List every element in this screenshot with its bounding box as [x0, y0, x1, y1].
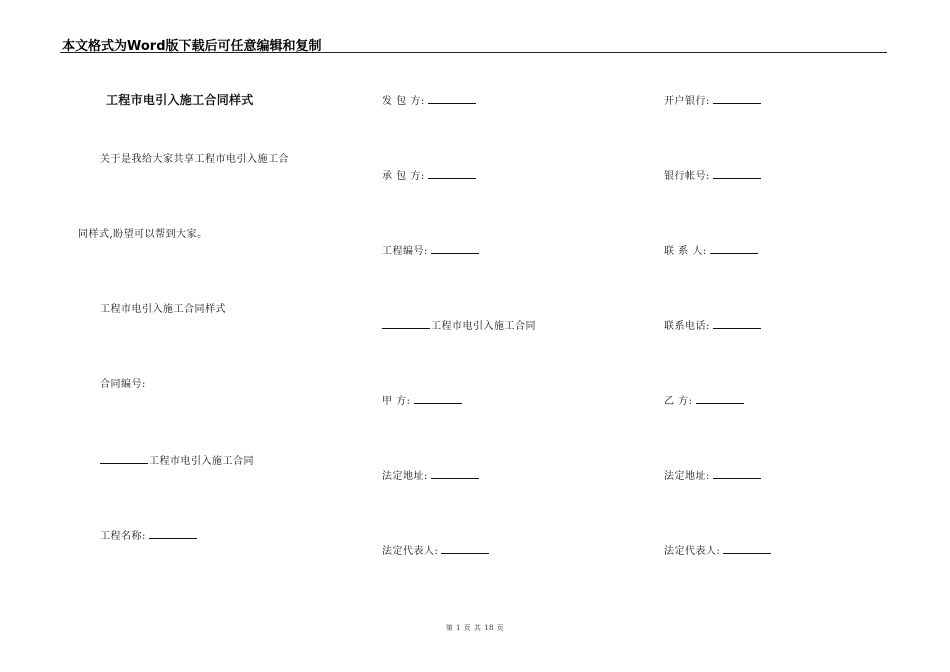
legal-address-a-field	[382, 469, 479, 483]
contract-name-line-2	[382, 319, 536, 333]
document-header: 本文格式为Word版下载后可任意编辑和复制	[62, 39, 322, 54]
project-name-field	[100, 529, 197, 543]
blank-line	[100, 454, 148, 464]
contractor-label: 承 包 方:	[382, 171, 425, 182]
contact-label: 联 系 人:	[664, 246, 707, 257]
legal-rep-a-label: 法定代表人:	[382, 546, 439, 557]
document-title: 工程市电引入施工合同样式	[106, 93, 254, 107]
blank-line	[713, 169, 761, 179]
phone-label: 联系电话:	[664, 321, 710, 332]
issuer-field	[382, 94, 476, 108]
blank-line	[428, 169, 476, 179]
legal-rep-b-label: 法定代表人:	[664, 546, 721, 557]
contract-name-2: 工程市电引入施工合同	[431, 321, 536, 332]
intro-line-2: 同样式,盼望可以帮到大家。	[78, 229, 208, 240]
blank-line	[414, 394, 462, 404]
account-label: 银行帐号:	[664, 171, 710, 182]
contractor-field	[382, 169, 476, 183]
blank-line	[441, 544, 489, 554]
blank-line	[696, 394, 744, 404]
party-b-field	[664, 394, 744, 408]
blank-line	[713, 469, 761, 479]
legal-rep-a-field	[382, 544, 489, 558]
blank-line	[149, 529, 197, 539]
blank-line	[713, 319, 761, 329]
blank-line	[710, 244, 758, 254]
project-number-field	[382, 244, 479, 258]
legal-rep-b-field	[664, 544, 771, 558]
contract-number-label: 合同编号:	[100, 379, 146, 390]
page-footer: 第 1 页 共 18 页	[445, 624, 505, 632]
party-a-label: 甲 方:	[382, 396, 411, 407]
issuer-label: 发 包 方:	[382, 96, 425, 107]
legal-address-a-label: 法定地址:	[382, 471, 428, 482]
blank-line	[431, 469, 479, 479]
bank-label: 开户银行:	[664, 96, 710, 107]
blank-line	[382, 319, 430, 329]
contract-name-line	[100, 454, 254, 468]
party-b-label: 乙 方:	[664, 396, 693, 407]
bank-field	[664, 94, 761, 108]
project-name-label: 工程名称:	[100, 531, 146, 542]
header-rule	[60, 52, 887, 53]
legal-address-b-field	[664, 469, 761, 483]
project-number-label: 工程编号:	[382, 246, 428, 257]
contract-subtitle: 工程市电引入施工合同样式	[100, 304, 226, 315]
account-field	[664, 169, 761, 183]
party-a-field	[382, 394, 462, 408]
contract-name: 工程市电引入施工合同	[149, 456, 254, 467]
blank-line	[713, 94, 761, 104]
contact-field	[664, 244, 758, 258]
legal-address-b-label: 法定地址:	[664, 471, 710, 482]
blank-line	[428, 94, 476, 104]
blank-line	[431, 244, 479, 254]
intro-line-1: 关于是我给大家共享工程市电引入施工合	[100, 154, 289, 165]
blank-line	[723, 544, 771, 554]
phone-field	[664, 319, 761, 333]
